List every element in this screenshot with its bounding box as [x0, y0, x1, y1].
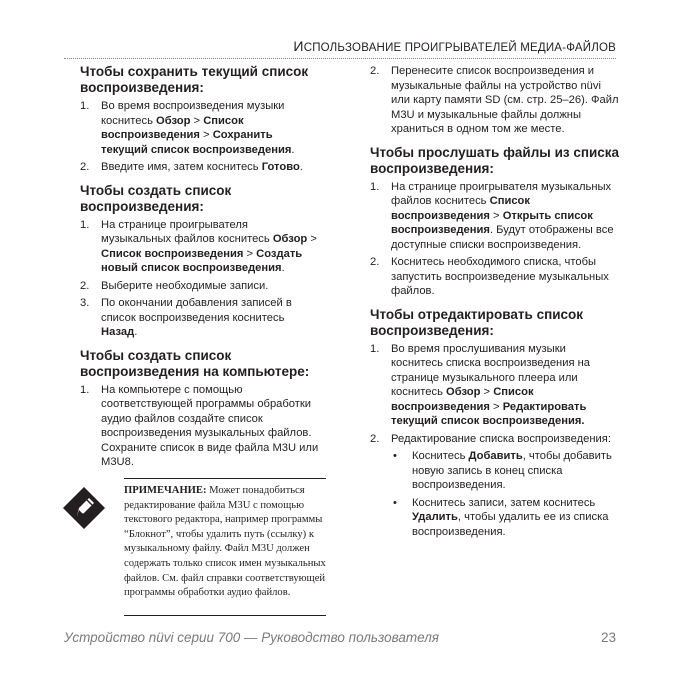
section-heading-create-on-computer: Чтобы создать список воспроизведения на компьютере:: [80, 347, 310, 379]
list-item: 2. Редактирование списка воспроизведения: • Коснитесь Добавить, чтобы добавить новую запись в конец списка воспроизведения. • Коснитесь записи, затем коснитесь Удалить, чтобы удалить ее из списка воспроизведения.: [370, 432, 620, 540]
note-label: ПРИМЕЧАНИЕ:: [124, 485, 207, 496]
page-number: 23: [600, 630, 616, 645]
create-playlist-steps: [80, 218, 320, 340]
create-on-computer-steps-continued: [370, 64, 620, 137]
section-heading-create-playlist: Чтобы создать список воспроизведения:: [80, 182, 232, 214]
list-item: 1. На странице проигрывателя музыкальных файлов коснитесь Список воспроизведения > Открыть список воспроизведения. Будут отображены все доступные списки воспроизведения.: [370, 180, 614, 251]
note-rule-bottom: [124, 615, 326, 616]
list-item: 2. Введите имя, затем коснитесь Готово.: [80, 161, 303, 173]
header-title-rest: СПОЛЬЗОВАНИЕ ПРОИГРЫВАТЕЛЕЙ МЕДИА-ФАЙЛОВ: [303, 42, 616, 54]
note-box: [62, 478, 326, 616]
running-header: [64, 38, 616, 59]
header-title: [293, 38, 616, 54]
edit-options-list: [391, 449, 620, 539]
list-item: 2. Коснитесь необходимого списка, чтобы запустить воспроизведение музыкальных файлов.: [370, 256, 609, 297]
note-pencil-icon: [62, 486, 106, 530]
list-item: 1. Во время воспроизведения музыки коснитесь Обзор > Список воспроизведения > Сохранить текущий список воспроизведения.: [80, 100, 295, 156]
page-footer: [64, 630, 616, 648]
section-heading-edit-playlist: Чтобы отредактировать список воспроизведения:: [370, 306, 584, 338]
list-item: 2. Перенесите список воспроизведения и музыкальные файлы на устройство nüvi или карту памяти SD (см. стр. 25–26). Файл M3U и музыкальные файлы должны храниться в одном том же месте.: [370, 65, 619, 135]
list-item: 3. По окончании добавления записей в список воспроизведения коснитесь Назад.: [80, 297, 292, 338]
note-text: [124, 484, 326, 601]
note-rule-top: [124, 478, 326, 479]
create-on-computer-steps: [80, 383, 320, 470]
footer-manual-title: Устройство nüvi серии 700 — Руководство пользователя: [64, 630, 440, 645]
save-playlist-steps: [80, 99, 320, 175]
section-heading-play-playlist: Чтобы прослушать файлы из списка воспроизведения:: [370, 144, 620, 176]
note-body: Может понадобиться редактирование файла M3U с помощью текстового редактора, например программы “Блокнот”, чтобы удалить путь (ссылку) к музыкальному файлу. Файл M3U должен содержать только список имен музыкальных файлов. См. файл справки соответствующей программы обработки аудио файлов.: [124, 485, 326, 599]
list-item: 2. Выберите необходимые записи.: [80, 279, 269, 292]
bullet-item: • Коснитесь записи, затем коснитесь Удалить, чтобы удалить ее из списка воспроизведения.: [393, 496, 609, 538]
section-heading-save-playlist: Чтобы сохранить текущий список воспроизведения:: [80, 64, 309, 95]
edit-playlist-steps: [370, 342, 620, 540]
bullet-item: • Коснитесь Добавить, чтобы добавить новую запись в конец списка воспроизведения.: [393, 450, 612, 491]
list-item: 1. На странице проигрывателя музыкальных файлов коснитесь Обзор > Список воспроизведения > Создать новый список воспроизведения.: [80, 218, 317, 274]
header-title-initial: И: [293, 38, 304, 54]
left-column: [80, 64, 320, 478]
list-item: 1. Во время прослушивания музыки коснитесь списка воспроизведения на странице музыкального плеера или коснитесь Обзор > Список воспроизведения > Редактировать текущий список воспроизведения.: [370, 342, 591, 427]
right-column: [370, 64, 620, 547]
play-playlist-steps: [370, 180, 620, 299]
list-item: 1. На компьютере с помощью соответствующей программы обработки аудио файлов создайте список воспроизведения музыкальных файлов. Сохраните список в виде файла M3U или M3U8.: [80, 383, 319, 468]
